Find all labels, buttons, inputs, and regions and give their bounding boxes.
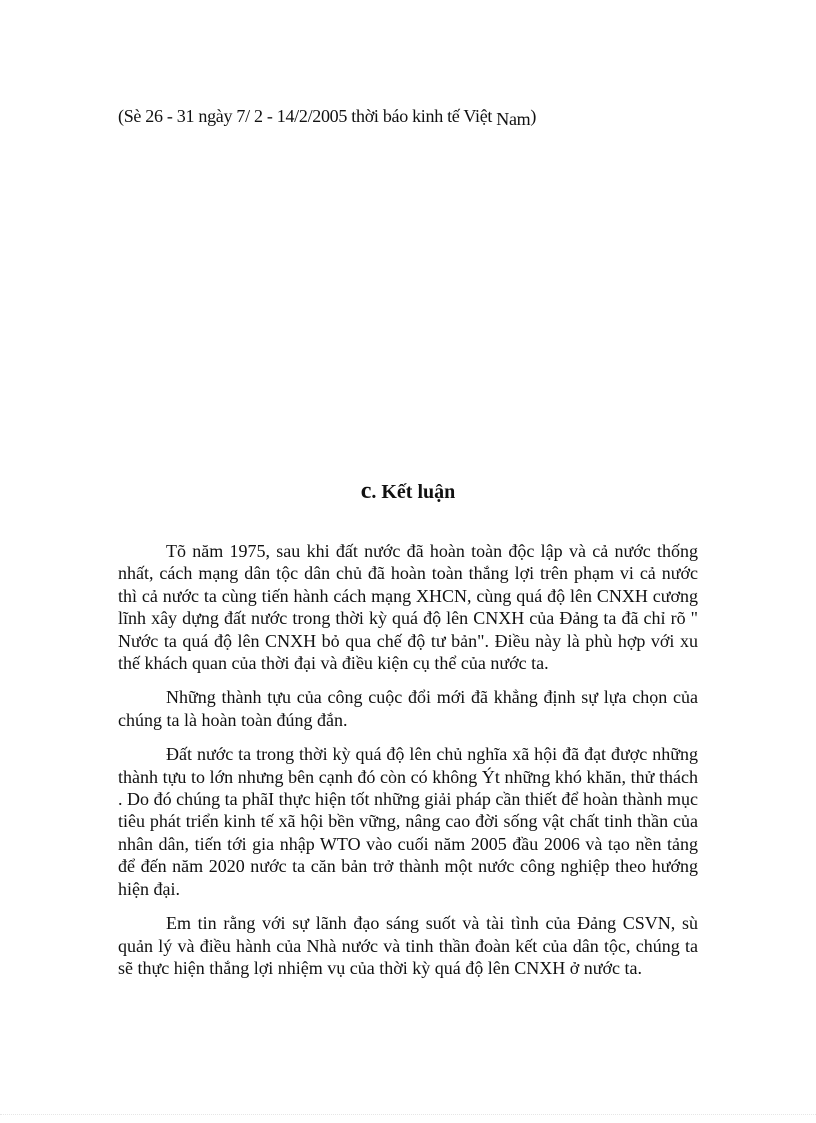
source-suffix: ) xyxy=(530,106,537,126)
paragraph: Em tin rằng với sự lãnh đạo sáng suốt và tài tình của Đảng CSVN, sù quản lý và điều hành của Nhà nước và tinh thần đoàn kết của dân tộc, chúng ta sẽ thực hiện thắng lợi nhiệm vụ của thời kỳ quá độ lên CNXH ở nước ta. xyxy=(118,913,698,978)
paragraph: Đất nước ta trong thời kỳ quá độ lên chủ nghĩa xã hội đã đạt được những thành tựu to lớn nhưng bên cạnh đó còn có không Ýt những khó khăn, thử thách . Do đó chúng ta phãI thực hiện tốt những giải pháp cần thiết để hoàn thành mục tiêu phát triển kinh tế xã hội bền vững, nâng cao đời sống vật chất tinh thần của nhân dân, tiến tới gia nhập WTO vào cuối năm 2005 đầu 2006 và tạo nền tảng để đến năm 2020 nước ta căn bản trở thành một nước công nghiệp theo hướng hiện đại. xyxy=(118,744,698,899)
source-date: 14/2/2005 xyxy=(276,106,348,126)
paragraph: Những thành tựu của công cuộc đổi mới đã khẳng định sự lựa chọn của chúng ta là hoàn toàn đúng đắn. xyxy=(118,687,698,730)
source-country: Nam xyxy=(496,109,531,129)
footer-divider xyxy=(0,1114,816,1115)
section-heading xyxy=(0,478,816,505)
source-middle: thời báo kinh tế Việt xyxy=(347,106,497,126)
conclusion-body xyxy=(118,540,698,991)
source-prefix: (Sè 26 - 31 ngày 7/ 2 - xyxy=(118,106,277,126)
section-title: . Kết luận xyxy=(371,481,456,503)
paragraph: Tõ năm 1975, sau khi đất nước đã hoàn toàn độc lập và cả nước thống nhất, cách mạng dân tộc dân chủ đã hoàn toàn thắng lợi trên phạm vi cả nước thì cả nước ta cùng tiến hành cách mạng XHCN, cùng quá độ lên CNXH cương lĩnh xây dựng đất nước trong thời kỳ quá độ lên CNXH của Đảng ta đã chỉ rõ " Nước ta quá độ lên CNXH bỏ qua chế độ tư bản". Điều này là phù hợp với xu thế khách quan của thời đại và điều kiện cụ thể của nước ta. xyxy=(118,541,698,674)
section-letter: c xyxy=(360,478,372,504)
source-citation xyxy=(118,106,536,127)
